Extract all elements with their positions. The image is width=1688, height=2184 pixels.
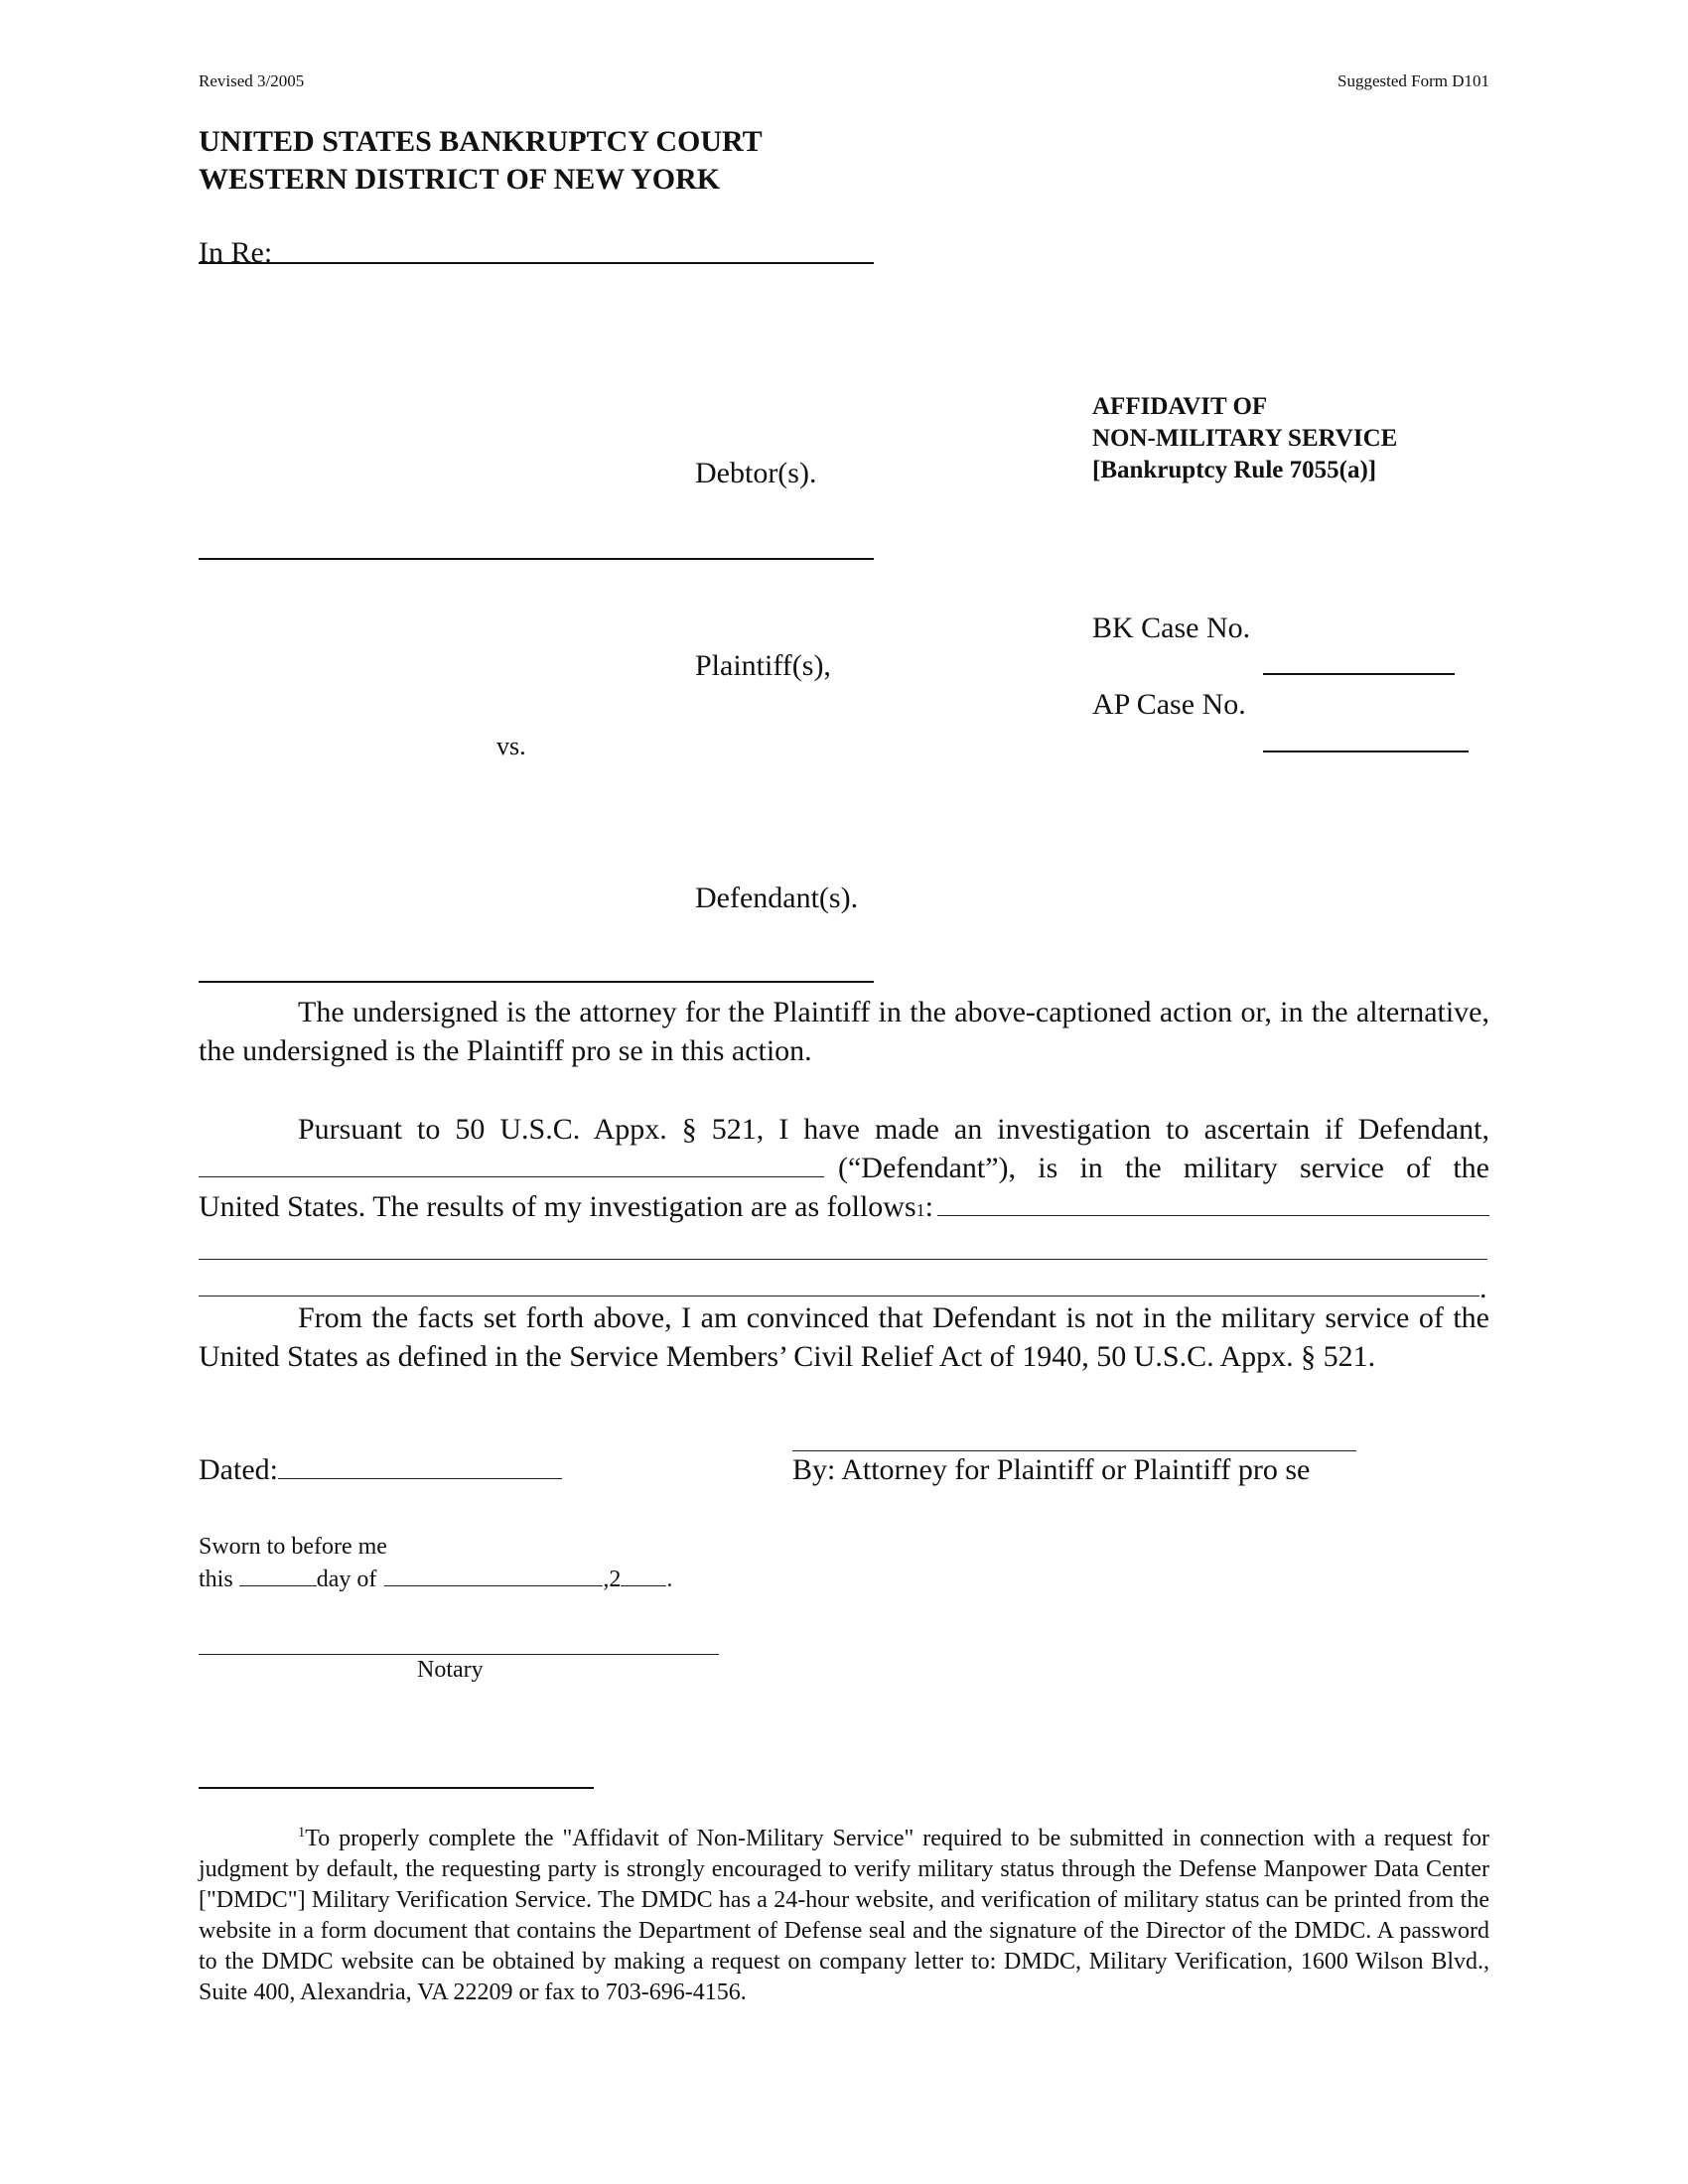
defendants-label: Defendant(s). — [695, 882, 859, 914]
ap-case-label: AP Case No. — [1092, 688, 1246, 721]
investigation-line2 — [199, 1149, 1489, 1187]
month-field[interactable] — [384, 1584, 603, 1586]
form-number: Suggested Form D101 — [1337, 71, 1489, 90]
affidavit-title — [1092, 391, 1397, 486]
notary-label: Notary — [417, 1657, 484, 1683]
results-period: . — [1479, 1272, 1487, 1304]
caption-bottom-line — [199, 981, 874, 983]
dated-field[interactable] — [278, 1477, 562, 1479]
signature-line[interactable] — [792, 1450, 1356, 1451]
dated-label: Dated: — [199, 1453, 278, 1486]
sworn-label: Sworn to before me — [199, 1534, 387, 1560]
defendant-definition: (“Defendant”), is in the military service of the — [838, 1152, 1489, 1184]
revised-date: Revised 3/2005 — [199, 71, 305, 90]
this-label: this — [199, 1567, 233, 1592]
results-field-1[interactable] — [937, 1214, 1489, 1216]
affidavit-title-line3: [Bankruptcy Rule 7055(a)] — [1092, 457, 1377, 483]
footnote-marker: 1 — [298, 1825, 306, 1841]
notary-block — [199, 1531, 672, 1596]
dated-row — [199, 1453, 562, 1487]
vs-label: vs. — [496, 732, 526, 760]
signature-label: By: Attorney for Plaintiff or Plaintiff pro se — [792, 1453, 1311, 1486]
ap-case-number-field[interactable] — [1263, 751, 1469, 752]
in-re-line[interactable] — [199, 262, 874, 264]
sworn-period: . — [666, 1567, 673, 1592]
year-field[interactable] — [621, 1584, 666, 1586]
year-prefix: ,2 — [603, 1567, 622, 1592]
results-field-3[interactable] — [199, 1296, 1479, 1297]
footnote-separator — [199, 1787, 594, 1789]
day-field[interactable] — [239, 1584, 317, 1586]
notary-signature-line[interactable] — [199, 1654, 719, 1655]
debtors-label: Debtor(s). — [695, 457, 817, 489]
plaintiff-name-line[interactable] — [199, 558, 874, 560]
paragraph-attorney: The undersigned is the attorney for the Plaintiff in the above-captioned action or, in the alternative, the undersigned is the Plaintiff pro se in this action. — [199, 996, 1489, 1067]
paragraph-conclusion: From the facts set forth above, I am convinced that Defendant is not in the military service of the United States as defined in the Service Members’ Civil Relief Act of 1940, 50 U.S.C. Appx. § 521. — [199, 1301, 1489, 1373]
in-re-label: In Re: — [199, 236, 273, 269]
investigation-line3: United States. The results of my investigation are as follows 1 : — [199, 1187, 1489, 1226]
defendant-name-field[interactable] — [199, 1175, 824, 1177]
sworn-date-row — [199, 1564, 672, 1596]
day-of-label: day of — [316, 1567, 377, 1592]
affidavit-title-line1: AFFIDAVIT OF — [1092, 393, 1268, 420]
plaintiffs-label: Plaintiff(s), — [695, 649, 831, 682]
results-label: United States. The results of my investigation are as follows — [199, 1190, 916, 1223]
footnote — [199, 1824, 1489, 2008]
court-name-line1: UNITED STATES BANKRUPTCY COURT — [199, 125, 763, 158]
court-name-line2: WESTERN DISTRICT OF NEW YORK — [199, 163, 721, 196]
paragraph-investigation — [199, 1110, 1489, 1226]
footnote-text: To properly complete the "Affidavit of Non-Military Service" required to be submitted in connection with a request for judgment by default, the requesting party is strongly encouraged to verify military status through the Defense Manpower Data Center ["DMDC"] Military Verification Service. The DMDC has a 24-hour website, and verification of military status can be printed from the website in a form document that contains the Department of Defense seal and the signature of the Director of the DMDC. A password to the DMDC website can be obtained by making a request on company letter to: DMDC, Military Verification, 1600 Wilson Blvd., Suite 400, Alexandria, VA 22209 or fax to 703-696-4156. — [199, 1826, 1489, 2005]
court-name — [199, 123, 763, 199]
investigation-line1: Pursuant to 50 U.S.C. Appx. § 521, I have made an investigation to ascertain if Defendant, — [298, 1113, 1489, 1146]
bk-case-label: BK Case No. — [1092, 612, 1251, 644]
bk-case-number-field[interactable] — [1263, 673, 1455, 675]
results-field-2[interactable] — [199, 1259, 1487, 1260]
affidavit-title-line2: NON-MILITARY SERVICE — [1092, 425, 1398, 452]
